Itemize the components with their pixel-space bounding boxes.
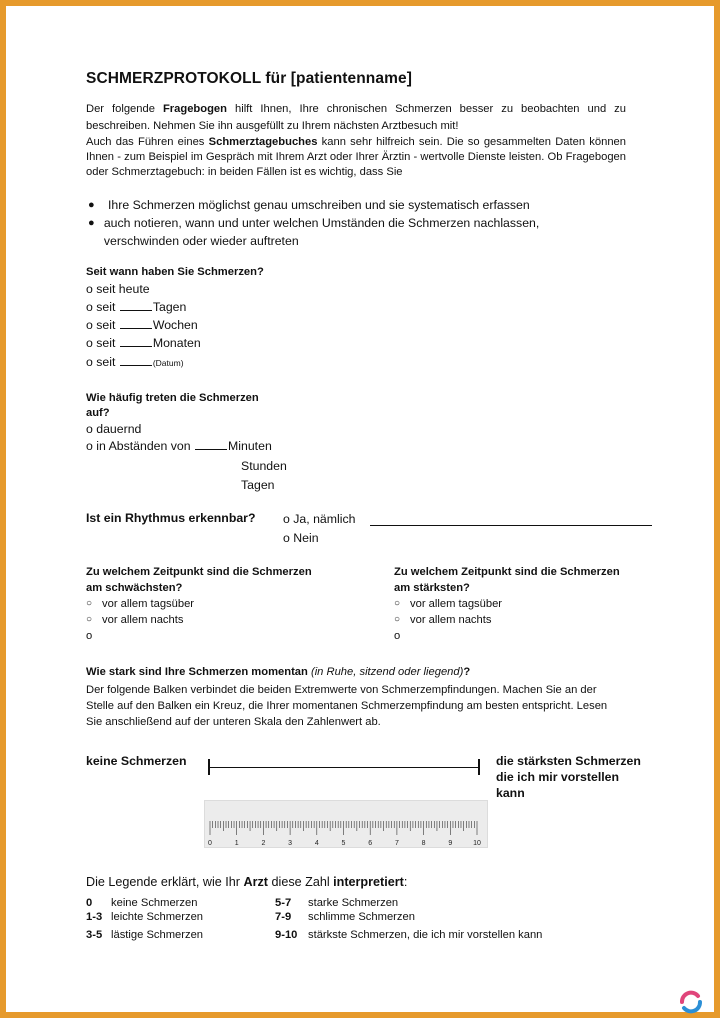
option-marker: o	[394, 630, 401, 642]
option-prefix: o seit	[86, 355, 116, 369]
option-interval[interactable]	[86, 437, 272, 455]
ruler-tick-label: 10	[473, 840, 481, 847]
list-item	[86, 196, 606, 214]
pain-scale-bar[interactable]	[208, 767, 480, 768]
ruler	[204, 800, 488, 848]
legend-value: leichte Schmerzen	[111, 911, 204, 923]
ruler-tick-label: 5	[341, 840, 346, 847]
legend-value: starke Schmerzen	[308, 897, 399, 909]
question-line: Wie häufig treten die Schmerzen	[86, 392, 259, 404]
question-rhythm: Ist ein Rhythmus erkennbar?	[86, 511, 256, 525]
intro-text: Der folgende	[86, 103, 163, 115]
option-unit: Minuten	[228, 439, 272, 453]
legend-title	[86, 875, 407, 889]
question-line: Zu welchem Zeitpunkt sind die Schmerzen	[394, 566, 620, 578]
bullet-icon: ●	[88, 217, 95, 229]
radio-icon: ○	[394, 598, 401, 609]
legend-item	[275, 909, 415, 925]
legend-value: lästige Schmerzen	[111, 929, 204, 941]
option-unit: Monaten	[152, 336, 201, 350]
scale-label-line: kann	[496, 786, 525, 800]
legend-item	[275, 927, 542, 943]
question-since: Seit wann haben Sie Schmerzen?	[86, 266, 264, 278]
option-label: vor allem nachts	[410, 614, 492, 626]
option-strongest-day[interactable]	[394, 596, 656, 612]
intro-text: hilft Ihnen, Ihre chronischen Schmerzen besser zu beobachten und zu beschreiben. Nehmen Sie ihn ausgefüllt zu Ihrem nächsten Arztbesuch mit!	[86, 103, 626, 132]
bullet-text: auch notieren, wann und unter welchen Umständen die Schmerzen nachlassen, verschwinden oder wieder auftreten	[103, 216, 540, 248]
ruler-tick-label: 2	[261, 840, 266, 847]
question-hint: (in Ruhe, sitzend oder liegend)	[310, 666, 464, 678]
ruler-tick-label: 6	[368, 840, 373, 847]
option-since-today[interactable]: o seit heute	[86, 282, 150, 296]
question-line: am schwächsten?	[86, 582, 183, 594]
scale-label-line: die ich mir vorstellen	[496, 770, 620, 784]
legend-text: diese Zahl	[268, 875, 334, 889]
option-prefix: o seit	[86, 318, 116, 332]
option-prefix: o seit	[86, 300, 116, 314]
question-line: am stärksten?	[394, 582, 470, 594]
question-now	[86, 664, 626, 730]
ruler-tick-label: 4	[314, 840, 319, 847]
option-rhythm-no[interactable]: o Nein	[283, 531, 319, 545]
option-since-days[interactable]	[86, 298, 186, 316]
question-line: auf?	[86, 407, 110, 419]
refresh-logo-icon	[678, 989, 704, 1015]
radio-icon: ○	[86, 614, 93, 625]
legend-key: 3-5	[86, 929, 103, 941]
ruler-tick-label: 3	[288, 840, 293, 847]
option-since-months[interactable]	[86, 334, 201, 352]
option-prefix: o seit	[86, 336, 116, 350]
radio-icon: ○	[394, 614, 401, 625]
radio-icon: ○	[86, 598, 93, 609]
option-rhythm-yes[interactable]: o Ja, nämlich	[283, 512, 356, 526]
legend-value: schlimme Schmerzen	[308, 911, 415, 923]
question-text: ?	[463, 666, 471, 678]
intro-bold-fragebogen: Fragebogen	[162, 103, 227, 115]
list-item	[86, 214, 606, 250]
option-weakest-other[interactable]	[86, 628, 356, 644]
option-since-weeks[interactable]	[86, 316, 198, 334]
option-label: vor allem nachts	[102, 614, 184, 626]
blank-line[interactable]	[120, 317, 152, 329]
option-unit: (Datum)	[152, 358, 184, 368]
intro-paragraph-2	[86, 135, 626, 180]
question-weakest	[86, 564, 356, 644]
option-since-date[interactable]	[86, 353, 184, 372]
bullet-text: Ihre Schmerzen möglichst genau umschreiben und sie systematisch erfassen	[108, 198, 530, 212]
intro-bold-tagebuch: Schmerztagebuches	[208, 136, 318, 148]
option-label: vor allem tagsüber	[410, 598, 503, 610]
legend-item	[86, 909, 203, 925]
option-weakest-night[interactable]	[86, 612, 356, 628]
bullet-icon: ●	[88, 199, 95, 211]
option-unit-hours: Stunden	[241, 459, 287, 473]
legend-text: Die Legende erklärt, wie Ihr	[86, 875, 244, 889]
scale-label-right	[496, 753, 641, 801]
option-constant[interactable]: o dauernd	[86, 422, 142, 436]
legend-key: 1-3	[86, 911, 103, 923]
scale-bar-end	[478, 759, 480, 775]
option-prefix: o in Abständen von	[86, 439, 191, 453]
blank-line[interactable]	[120, 299, 152, 311]
intro-text: Auch das Führen eines	[86, 136, 209, 148]
option-strongest-night[interactable]	[394, 612, 656, 628]
page-title: SCHMERZPROTOKOLL für [patientenname]	[86, 70, 412, 87]
blank-line[interactable]	[195, 438, 227, 450]
legend-key: 7-9	[275, 911, 292, 923]
scale-label-line: die stärksten Schmerzen	[496, 754, 641, 768]
ruler-tick-label: 7	[394, 840, 399, 847]
legend-value: keine Schmerzen	[111, 897, 198, 909]
ruler-tick-label: 0	[208, 840, 212, 847]
legend-key: 9-10	[275, 929, 298, 941]
intro-paragraph-1	[86, 101, 626, 135]
option-weakest-day[interactable]	[86, 596, 356, 612]
ruler-tick-label: 8	[421, 840, 426, 847]
blank-line[interactable]	[120, 335, 152, 347]
option-unit: Tagen	[152, 300, 187, 314]
question-frequency	[86, 391, 259, 421]
intro-text: kann sehr hilfreich sein. Die so gesammelten Daten können Ihnen - zum Beispiel im Gespräch mit Ihrem Arzt oder Ihrer Ärztin - wertvolle Dienste leisten. Ob Fragebogen oder Schmerztagebuch: in beiden Fällen ist es wichtig, dass Sie	[86, 136, 626, 178]
option-label: vor allem tagsüber	[102, 598, 195, 610]
option-unit-days: Tagen	[241, 478, 275, 492]
question-line: Zu welchem Zeitpunkt sind die Schmerzen	[86, 566, 312, 578]
scale-label-left: keine Schmerzen	[86, 754, 187, 768]
question-text: Wie stark sind Ihre Schmerzen momentan	[86, 666, 311, 678]
question-strongest	[394, 564, 656, 644]
legend-bold: interpretiert	[333, 875, 404, 889]
bullet-list	[86, 196, 606, 250]
question-now-text: Der folgende Balken verbindet die beiden Extremwerte von Schmerzempfindungen. Machen Sie an der Stelle auf den Balken ein Kreuz, die Ihrer momentanen Schmerzempfindung am besten entspricht. Lesen Sie anschließend auf der unteren Skala den Zahlenwert ab.	[86, 684, 608, 728]
rhythm-answer-line[interactable]	[370, 525, 652, 526]
legend-value: stärkste Schmerzen, die ich mir vorstellen kann	[308, 929, 543, 941]
ruler-tick-label: 9	[448, 840, 453, 847]
option-marker: o	[86, 630, 93, 642]
ruler-graphic	[205, 801, 489, 849]
legend-bold: Arzt	[243, 875, 269, 889]
legend-text: :	[403, 875, 408, 889]
option-unit: Wochen	[152, 318, 198, 332]
legend-item	[86, 927, 203, 943]
option-strongest-other[interactable]	[394, 628, 656, 644]
blank-line[interactable]	[120, 354, 152, 366]
legend-key: 5-7	[275, 897, 292, 909]
ruler-tick-label: 1	[234, 840, 239, 847]
question-now-heading	[86, 664, 626, 680]
legend-key: 0	[86, 897, 93, 909]
